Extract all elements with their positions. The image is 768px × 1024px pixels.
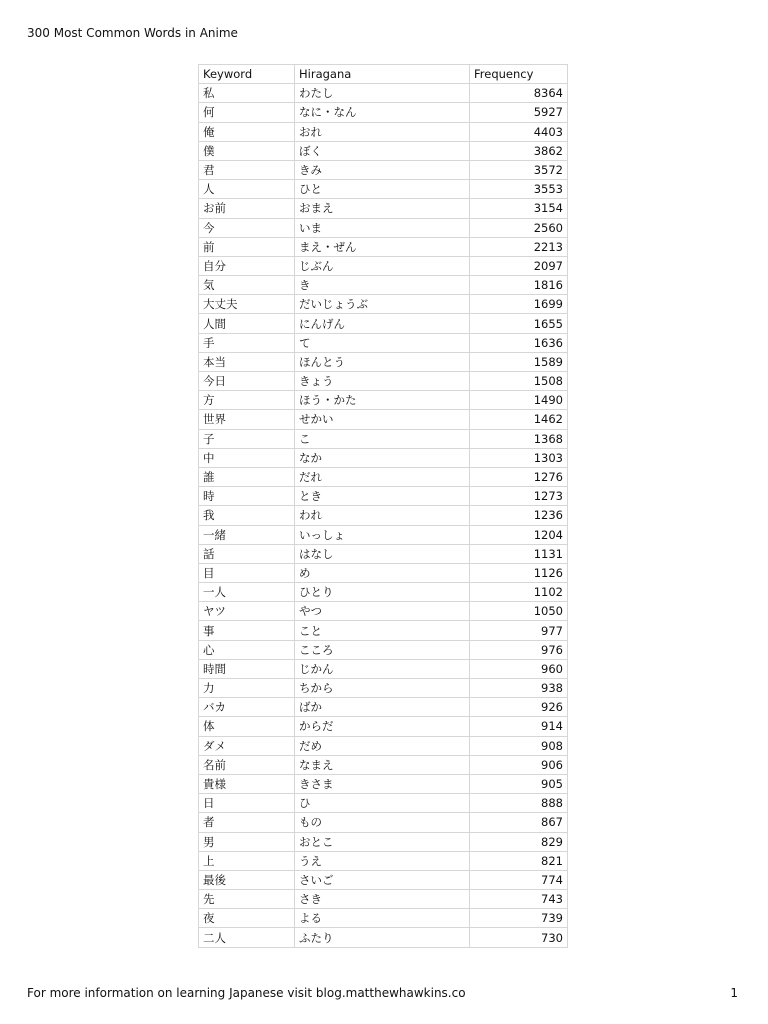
frequency-cell: 3553	[470, 180, 568, 199]
table-row	[199, 870, 568, 889]
table-row	[199, 659, 568, 678]
table-row	[199, 487, 568, 506]
table-row	[199, 640, 568, 659]
frequency-cell: 1462	[470, 410, 568, 429]
keyword-cell: 本当	[199, 352, 295, 371]
hiragana-cell: だれ	[295, 467, 470, 486]
hiragana-cell: め	[295, 563, 470, 582]
keyword-cell: 男	[199, 832, 295, 851]
frequency-cell: 2213	[470, 237, 568, 256]
table-row	[199, 909, 568, 928]
keyword-cell: 話	[199, 544, 295, 563]
keyword-cell: 上	[199, 851, 295, 870]
keyword-cell: 今日	[199, 372, 295, 391]
frequency-cell: 1816	[470, 276, 568, 295]
table-row	[199, 84, 568, 103]
table-row	[199, 180, 568, 199]
frequency-cell: 2560	[470, 218, 568, 237]
frequency-cell: 2097	[470, 256, 568, 275]
table-row	[199, 621, 568, 640]
table-row	[199, 794, 568, 813]
frequency-cell: 905	[470, 774, 568, 793]
hiragana-cell: だめ	[295, 736, 470, 755]
table-row	[199, 717, 568, 736]
keyword-cell: ダメ	[199, 736, 295, 755]
hiragana-cell: うえ	[295, 851, 470, 870]
frequency-cell: 976	[470, 640, 568, 659]
frequency-cell: 1508	[470, 372, 568, 391]
table-header-row	[199, 65, 568, 84]
frequency-cell: 977	[470, 621, 568, 640]
frequency-cell: 8364	[470, 84, 568, 103]
hiragana-cell: ぼく	[295, 141, 470, 160]
frequency-cell: 1102	[470, 583, 568, 602]
hiragana-cell: こころ	[295, 640, 470, 659]
frequency-cell: 1636	[470, 333, 568, 352]
keyword-cell: 大丈夫	[199, 295, 295, 314]
keyword-cell: 者	[199, 813, 295, 832]
hiragana-cell: はなし	[295, 544, 470, 563]
frequency-cell: 1273	[470, 487, 568, 506]
keyword-cell: 世界	[199, 410, 295, 429]
table-row	[199, 774, 568, 793]
keyword-cell: 名前	[199, 755, 295, 774]
hiragana-cell: なまえ	[295, 755, 470, 774]
table-body	[199, 84, 568, 947]
frequency-cell: 926	[470, 698, 568, 717]
table-row	[199, 467, 568, 486]
keyword-cell: 君	[199, 160, 295, 179]
hiragana-cell: じかん	[295, 659, 470, 678]
frequency-cell: 1303	[470, 448, 568, 467]
keyword-cell: バカ	[199, 698, 295, 717]
keyword-cell: 時間	[199, 659, 295, 678]
table-row	[199, 736, 568, 755]
table-row	[199, 429, 568, 448]
table-row	[199, 698, 568, 717]
frequency-cell: 1236	[470, 506, 568, 525]
table-row	[199, 333, 568, 352]
frequency-cell: 908	[470, 736, 568, 755]
hiragana-cell: て	[295, 333, 470, 352]
frequency-cell: 3572	[470, 160, 568, 179]
table-row	[199, 295, 568, 314]
table-row	[199, 276, 568, 295]
table-row	[199, 103, 568, 122]
table-row	[199, 583, 568, 602]
table-row	[199, 525, 568, 544]
keyword-cell: 体	[199, 717, 295, 736]
frequency-cell: 1050	[470, 602, 568, 621]
hiragana-cell: きさま	[295, 774, 470, 793]
table-row	[199, 755, 568, 774]
table-row	[199, 256, 568, 275]
hiragana-cell: ひと	[295, 180, 470, 199]
keyword-cell: 一緒	[199, 525, 295, 544]
keyword-cell: 力	[199, 679, 295, 698]
hiragana-cell: さいご	[295, 870, 470, 889]
table-row	[199, 563, 568, 582]
hiragana-cell: わたし	[295, 84, 470, 103]
hiragana-cell: いま	[295, 218, 470, 237]
frequency-cell: 743	[470, 890, 568, 909]
hiragana-cell: ほう・かた	[295, 391, 470, 410]
hiragana-cell: ちから	[295, 679, 470, 698]
keyword-cell: 先	[199, 890, 295, 909]
keyword-cell: 夜	[199, 909, 295, 928]
keyword-cell: 時	[199, 487, 295, 506]
hiragana-cell: なに・なん	[295, 103, 470, 122]
footer-text: For more information on learning Japanese visit blog.matthewhawkins.co	[27, 986, 466, 1000]
frequency-cell: 739	[470, 909, 568, 928]
hiragana-cell: ひとり	[295, 583, 470, 602]
table-row	[199, 372, 568, 391]
keyword-cell: 手	[199, 333, 295, 352]
frequency-cell: 829	[470, 832, 568, 851]
keyword-cell: 我	[199, 506, 295, 525]
column-header-hiragana: Hiragana	[295, 65, 470, 84]
hiragana-cell: からだ	[295, 717, 470, 736]
column-header-keyword: Keyword	[199, 65, 295, 84]
table-row	[199, 237, 568, 256]
keyword-cell: 中	[199, 448, 295, 467]
frequency-cell: 3154	[470, 199, 568, 218]
keyword-cell: 子	[199, 429, 295, 448]
hiragana-cell: おまえ	[295, 199, 470, 218]
table-row	[199, 314, 568, 333]
keyword-cell: 前	[199, 237, 295, 256]
keyword-cell: 最後	[199, 870, 295, 889]
hiragana-cell: いっしょ	[295, 525, 470, 544]
keyword-cell: 事	[199, 621, 295, 640]
hiragana-cell: にんげん	[295, 314, 470, 333]
table-row	[199, 851, 568, 870]
hiragana-cell: おれ	[295, 122, 470, 141]
table-row	[199, 410, 568, 429]
frequency-cell: 960	[470, 659, 568, 678]
keyword-cell: 何	[199, 103, 295, 122]
hiragana-cell: だいじょうぶ	[295, 295, 470, 314]
keyword-cell: 日	[199, 794, 295, 813]
table-row	[199, 544, 568, 563]
page-number: 1	[730, 986, 738, 1000]
table-row	[199, 928, 568, 947]
keyword-cell: 今	[199, 218, 295, 237]
frequency-cell: 1699	[470, 295, 568, 314]
keyword-cell: 気	[199, 276, 295, 295]
frequency-cell: 821	[470, 851, 568, 870]
frequency-cell: 1276	[470, 467, 568, 486]
frequency-cell: 888	[470, 794, 568, 813]
hiragana-cell: まえ・ぜん	[295, 237, 470, 256]
keyword-cell: ヤツ	[199, 602, 295, 621]
frequency-cell: 938	[470, 679, 568, 698]
keyword-cell: 人間	[199, 314, 295, 333]
table-row	[199, 352, 568, 371]
table-row	[199, 506, 568, 525]
frequency-cell: 5927	[470, 103, 568, 122]
hiragana-cell: ひ	[295, 794, 470, 813]
table-row	[199, 813, 568, 832]
hiragana-cell: さき	[295, 890, 470, 909]
table-row	[199, 122, 568, 141]
hiragana-cell: こ	[295, 429, 470, 448]
table-row	[199, 391, 568, 410]
frequency-cell: 867	[470, 813, 568, 832]
hiragana-cell: き	[295, 276, 470, 295]
hiragana-cell: ばか	[295, 698, 470, 717]
frequency-cell: 3862	[470, 141, 568, 160]
keyword-cell: 二人	[199, 928, 295, 947]
hiragana-cell: きみ	[295, 160, 470, 179]
keyword-cell: 心	[199, 640, 295, 659]
hiragana-cell: もの	[295, 813, 470, 832]
hiragana-cell: よる	[295, 909, 470, 928]
hiragana-cell: われ	[295, 506, 470, 525]
frequency-cell: 1589	[470, 352, 568, 371]
table-row	[199, 199, 568, 218]
keyword-cell: 目	[199, 563, 295, 582]
hiragana-cell: やつ	[295, 602, 470, 621]
frequency-cell: 914	[470, 717, 568, 736]
frequency-cell: 906	[470, 755, 568, 774]
frequency-cell: 1126	[470, 563, 568, 582]
column-header-frequency: Frequency	[470, 65, 568, 84]
keyword-cell: お前	[199, 199, 295, 218]
keyword-cell: 自分	[199, 256, 295, 275]
table-row	[199, 448, 568, 467]
frequency-cell: 1655	[470, 314, 568, 333]
document-title: 300 Most Common Words in Anime	[27, 26, 238, 40]
keyword-cell: 一人	[199, 583, 295, 602]
table-row	[199, 832, 568, 851]
hiragana-cell: とき	[295, 487, 470, 506]
table-row	[199, 602, 568, 621]
hiragana-cell: きょう	[295, 372, 470, 391]
frequency-cell: 1368	[470, 429, 568, 448]
frequency-cell: 1490	[470, 391, 568, 410]
table-row	[199, 218, 568, 237]
frequency-cell: 1131	[470, 544, 568, 563]
hiragana-cell: おとこ	[295, 832, 470, 851]
hiragana-cell: せかい	[295, 410, 470, 429]
frequency-cell: 730	[470, 928, 568, 947]
frequency-cell: 1204	[470, 525, 568, 544]
hiragana-cell: こと	[295, 621, 470, 640]
hiragana-cell: ほんとう	[295, 352, 470, 371]
frequency-cell: 774	[470, 870, 568, 889]
keyword-cell: 人	[199, 180, 295, 199]
hiragana-cell: じぶん	[295, 256, 470, 275]
table-row	[199, 679, 568, 698]
table-row	[199, 160, 568, 179]
hiragana-cell: ふたり	[295, 928, 470, 947]
table-row	[199, 141, 568, 160]
frequency-cell: 4403	[470, 122, 568, 141]
keyword-cell: 誰	[199, 467, 295, 486]
keyword-cell: 僕	[199, 141, 295, 160]
keyword-cell: 貴様	[199, 774, 295, 793]
hiragana-cell: なか	[295, 448, 470, 467]
word-frequency-table	[198, 64, 568, 948]
keyword-cell: 私	[199, 84, 295, 103]
keyword-cell: 俺	[199, 122, 295, 141]
table-row	[199, 890, 568, 909]
keyword-cell: 方	[199, 391, 295, 410]
